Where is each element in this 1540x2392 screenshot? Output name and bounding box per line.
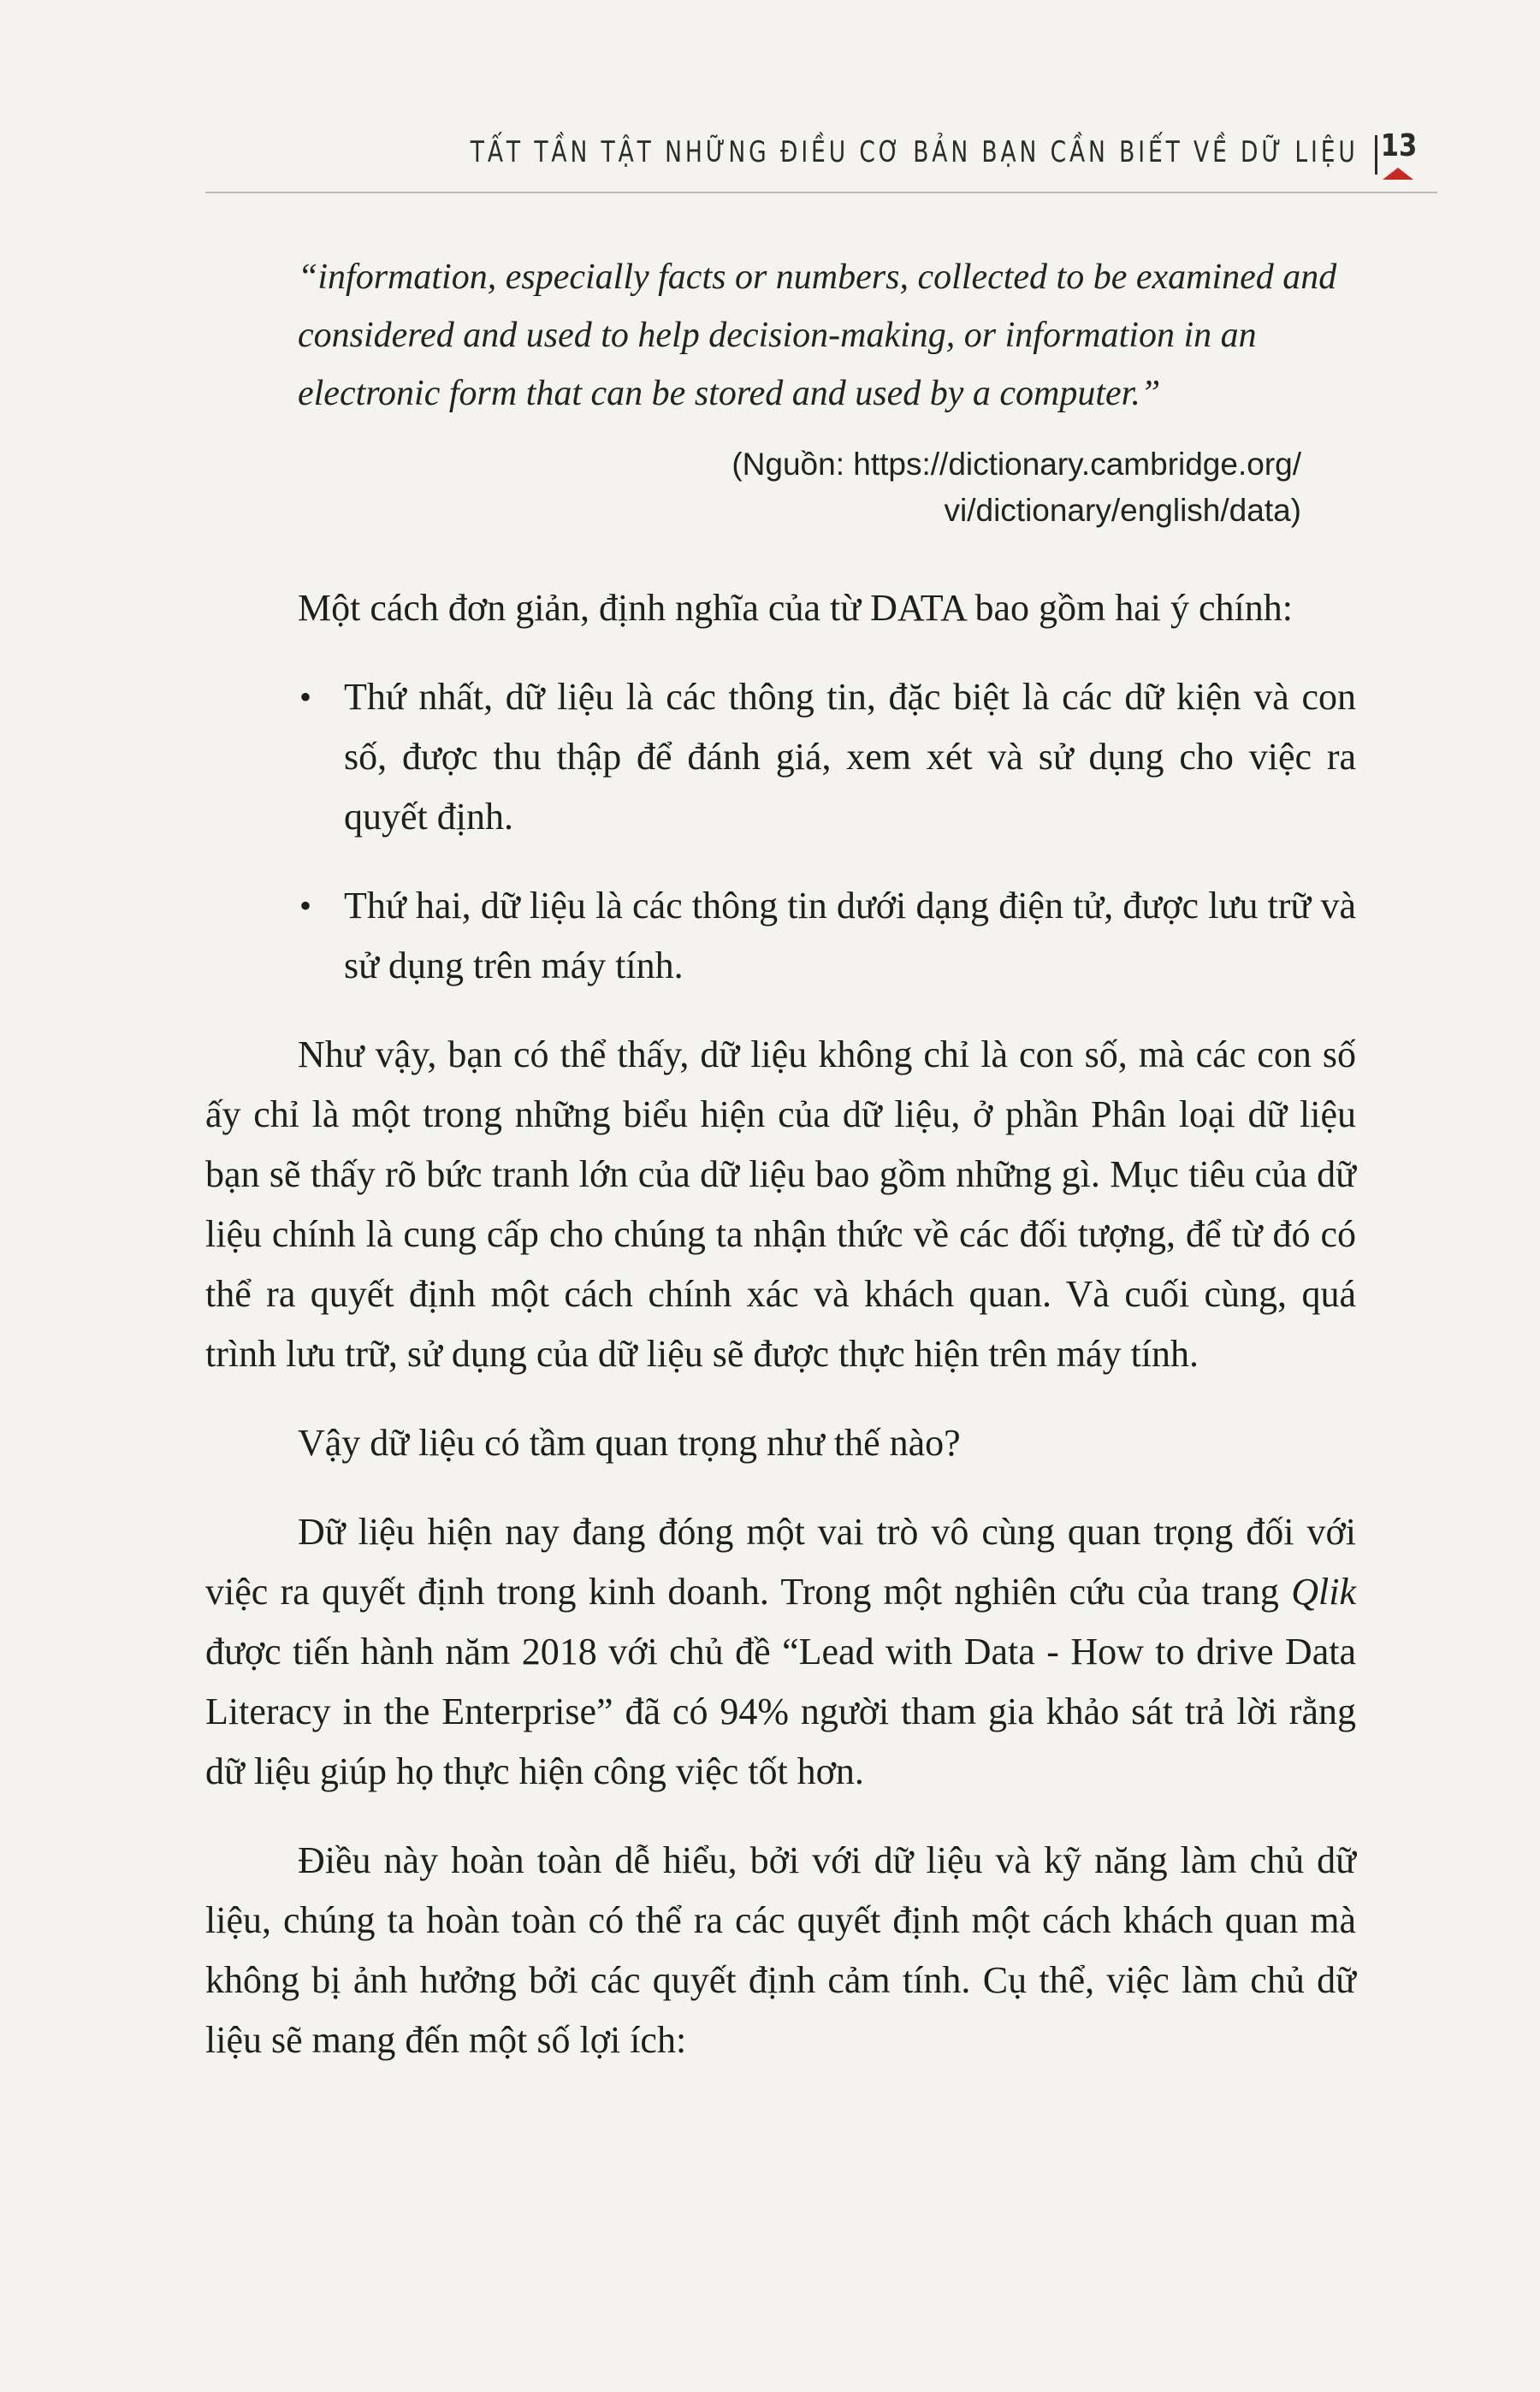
- paragraph-question: Vậy dữ liệu có tầm quan trọng như thế nào?: [298, 1422, 961, 1464]
- bullet-text-1: Thứ nhất, dữ liệu là các thông tin, đặc biệt là các dữ kiện và con số, được thu thập để đánh giá, xem xét và sử dụng cho việc ra quyết định.: [344, 676, 1356, 838]
- qlik-name: Qlik: [1291, 1571, 1356, 1613]
- bullet-icon: •: [299, 886, 312, 925]
- running-title: TẤT TẦN TẬT NHỮNG ĐIỀU CƠ BẢN BẠN CẦN BIẾT VỀ DỮ LIỆU: [471, 135, 1359, 169]
- definition-bullet-list: [205, 667, 1356, 996]
- qlik-text-before: Dữ liệu hiện nay đang đóng một vai trò vô cùng quan trọng đối với việc ra quyết định trong kinh doanh. Trong một nghiên cứu của trang: [205, 1511, 1356, 1613]
- intro-paragraph: Một cách đơn giản, định nghĩa của từ DATA bao gồm hai ý chính:: [298, 587, 1293, 629]
- paragraph-summary: Như vậy, bạn có thể thấy, dữ liệu không chỉ là con số, mà các con số ấy chỉ là một trong những biểu hiện của dữ liệu, ở phần Phân loại dữ liệu bạn sẽ thấy rõ bức tranh lớn của dữ liệu bao gồm những gì. Mục tiêu của dữ liệu chính là cung cấp cho chúng ta nhận thức về các đối tượng, để từ đó có thể ra quyết định một cách chính xác và khách quan. Và cuối cùng, quá trình lưu trữ, sử dụng của dữ liệu sẽ được thực hiện trên máy tính.: [205, 1033, 1356, 1375]
- bullet-text-2: Thứ hai, dữ liệu là các thông tin dưới dạng điện tử, được lưu trữ và sử dụng trên máy tính.: [344, 885, 1356, 986]
- quote-source: [205, 441, 1356, 534]
- definition-quote: “information, especially facts or numbers, collected to be examined and considered and used to help decision-making, or information in an electronic form that can be stored and used by a computer.”: [298, 258, 1337, 413]
- quote-source-line-2: vi/dictionary/english/data): [944, 493, 1301, 528]
- qlik-text-after: được tiến hành năm 2018 với chủ đề “Lead with Data - How to drive Data Literacy in the Enterprise” đã có 94% người tham gia khảo sát trả lời rằng dữ liệu giúp họ thực hiện công việc tốt hơn.: [205, 1631, 1356, 1792]
- paragraph-benefits-intro: Điều này hoàn toàn dễ hiểu, bởi với dữ liệu và kỹ năng làm chủ dữ liệu, chúng ta hoàn toàn có thể ra các quyết định một cách khách quan mà không bị ảnh hưởng bởi các quyết định cảm tính. Cụ thể, việc làm chủ dữ liệu sẽ mang đến một số lợi ích:: [205, 1839, 1356, 2061]
- list-item: [299, 667, 1356, 847]
- paragraph-qlik-study: [205, 1502, 1356, 1802]
- running-header: [205, 128, 1437, 197]
- header-separator: [1375, 135, 1377, 175]
- page-body: [205, 248, 1356, 2070]
- list-item: [299, 876, 1356, 996]
- page-number: 13: [1380, 128, 1418, 163]
- header-rule: [205, 192, 1437, 193]
- quote-source-line-1: (Nguồn: https://dictionary.cambridge.org/: [732, 447, 1301, 482]
- bullet-icon: •: [299, 678, 312, 716]
- triangle-marker-icon: [1383, 168, 1413, 180]
